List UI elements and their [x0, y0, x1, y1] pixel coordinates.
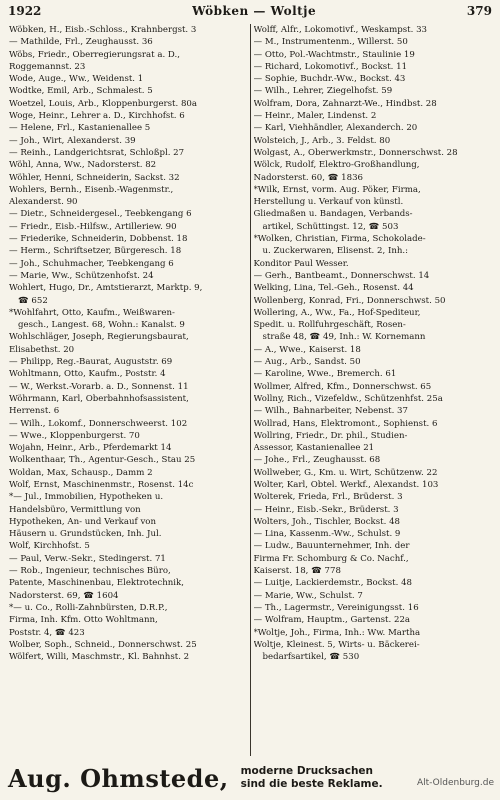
directory-line: Wolgast, A., Oberwerkmstr., Donnerschwst. 28 — [253, 147, 458, 158]
directory-line: Wollrad, Hans, Elektromont., Sophienst. 6 — [253, 418, 438, 429]
directory-line: — Paul, Verw.-Sekr., Stedingerst. 71 — [9, 553, 166, 564]
directory-line: Wöhrmann, Karl, Oberbahnhofsassistent, — [9, 393, 189, 404]
directory-line: *Wilk, Ernst, vorm. Aug. Pöker, Firma, — [253, 184, 421, 195]
directory-line: Wolter, Karl, Obtel. Werkf., Alexandst. 103 — [253, 479, 439, 490]
header-page-number: 379 — [466, 4, 492, 18]
directory-line: Nadorsterst. 69, ☎ 1604 — [9, 590, 119, 601]
watermark: Alt-Oldenburg.de — [416, 778, 494, 788]
directory-line: Häusern u. Grundstücken, Inh. Jul. — [9, 529, 162, 540]
directory-line: Wollring, Friedr., Dr. phil., Studien- — [253, 430, 408, 441]
directory-line: — Th., Lagermstr., Vereinigungsst. 16 — [253, 602, 419, 613]
directory-line: — Joh., Schuhmacher, Teebkengang 6 — [9, 258, 174, 269]
directory-line: — Ludw., Bauunternehmer, Inh. der — [253, 541, 410, 552]
directory-line: Poststr. 4, ☎ 423 — [9, 627, 85, 638]
directory-line: Wollmer, Alfred, Kfm., Donnerschwst. 65 — [253, 381, 432, 392]
directory-line: Roggemannst. 23 — [9, 61, 86, 72]
directory-line: gesch., Langest. 68, Wohn.: Kanalst. 9 — [18, 320, 185, 331]
directory-line: Wolterek, Frieda, Frl., Brüderst. 3 — [253, 492, 403, 503]
directory-line: Wölfert, Willi, Maschmstr., Kl. Bahnhst. 2 — [9, 652, 190, 663]
directory-line: — Aug., Arb., Sandst. 50 — [253, 357, 361, 368]
directory-line: Gliedmaßen u. Bandagen, Verbands- — [253, 209, 413, 220]
directory-line: Wöbs, Friedr., Oberregierungsrat a. D., — [9, 49, 180, 60]
directory-line: — Sophie, Buchdr.-Ww., Bockst. 43 — [253, 74, 406, 85]
directory-line: — Friedr., Eisb.-Hilfsw., Artilleriew. 90 — [9, 221, 177, 232]
directory-line: — Lina, Kassenm.-Ww., Schulst. 9 — [253, 529, 401, 540]
directory-line: ☎ 652 — [18, 295, 48, 306]
directory-line: — Johe., Frl., Zeughausst. 68 — [253, 455, 381, 466]
directory-line: Kaiserst. 18, ☎ 778 — [253, 566, 341, 577]
directory-line: — Wolfram, Hauptm., Gartenst. 22a — [253, 615, 411, 626]
directory-line: — Heinr., Maler, Lindenst. 2 — [253, 111, 377, 122]
directory-line: Wollny, Rich., Vizefeldw., Schützenhfst. 25a — [253, 393, 443, 404]
directory-line: Wode, Auge., Ww., Weidenst. 1 — [9, 74, 144, 85]
directory-line: — Mathilde, Frl., Zeughausst. 36 — [9, 37, 153, 48]
directory-line: Wolber, Soph., Schneid., Donnerschwst. 25 — [9, 639, 197, 650]
directory-line: Alexanderst. 90 — [9, 197, 78, 208]
directory-line: Wohlschläger, Joseph, Regierungsbaurat, — [9, 332, 189, 343]
directory-line: — Heinr., Eisb.-Sekr., Brüderst. 3 — [253, 504, 399, 515]
directory-line: — Dietr., Schneidergesel., Teebkengang 6 — [9, 209, 192, 220]
directory-line: — Wilh., Bahnarbeiter, Nebenst. 37 — [253, 406, 408, 417]
directory-line: Wollenberg, Konrad, Fri., Donnerschwst. 50 — [253, 295, 446, 306]
directory-line: Wollering, A., Ww., Fa., Hof-Spediteur, — [253, 307, 421, 318]
directory-line: — Otto, Pol.-Wachtmstr., Staulinie 19 — [253, 49, 415, 60]
directory-line: Wöhler, Henni, Schneiderin, Sackst. 32 — [9, 172, 180, 183]
right-column — [250, 24, 495, 756]
directory-line: *Wohlfahrt, Otto, Kaufm., Weißwaren- — [9, 307, 175, 318]
directory-line: Patente, Maschinenbau, Elektrotechnik, — [9, 578, 184, 589]
directory-line: — Marie, Ww., Schulst. 7 — [253, 590, 363, 601]
directory-line: *— Jul., Immobilien, Hypotheken u. — [9, 492, 164, 503]
directory-line: Woge, Heinr., Lehrer a. D., Kirchhofst. 6 — [9, 111, 185, 122]
directory-line: — Reinh., Landgerichtsrat, Schloßpl. 27 — [9, 147, 185, 158]
header-year: 1922 — [8, 4, 42, 18]
directory-line: — W., Werkst.-Vorarb. a. D., Sonnenst. 11 — [9, 381, 189, 392]
directory-line: *— u. Co., Rolli-Zahnbürsten, D.R.P., — [9, 602, 168, 613]
directory-line: artikel, Schüttingst. 12, ☎ 503 — [262, 221, 399, 232]
header-title: Wöbken — Woltje — [192, 4, 317, 18]
page-header — [8, 4, 492, 22]
directory-line: — Rob., Ingenieur, technisches Büro, — [9, 566, 171, 577]
directory-line: — Friederike, Schneiderin, Dobbenst. 18 — [9, 234, 188, 245]
directory-line: Elisabethst. 20 — [9, 344, 75, 355]
directory-line: Herrenst. 6 — [9, 406, 60, 417]
directory-line: — Karoline, Wwe., Bremerch. 61 — [253, 369, 397, 380]
directory-line: — Wilh., Lokomf., Donnerschweerst. 102 — [9, 418, 188, 429]
directory-line: — Luitje, Lackierdemstr., Bockst. 48 — [253, 578, 413, 589]
directory-line: bedarfsartikel, ☎ 530 — [262, 652, 360, 663]
directory-line: straße 48, ☎ 49, Inh.: W. Kornemann — [262, 332, 426, 343]
directory-line: Wolters, Joh., Tischler, Bockst. 48 — [253, 516, 401, 527]
directory-line: — Richard, Lokomotivf., Bockst. 11 — [253, 61, 408, 72]
directory-line: — Wilh., Lehrer, Ziegelhofst. 59 — [253, 86, 393, 97]
directory-line: Wollweber, G., Km. u. Wirt, Schützenw. 22 — [253, 467, 438, 478]
directory-line: Nadorsterst. 60, ☎ 1836 — [253, 172, 364, 183]
directory-line: Wöbken, H., Eisb.-Schloss., Krahnbergst. 3 — [9, 25, 197, 35]
directory-line: Wölck, Rudolf, Elektro-Großhandlung, — [253, 160, 420, 171]
directory-line: — Helene, Frl., Kastanienallee 5 — [9, 123, 151, 134]
directory-line: Wolff, Alfr., Lokomotivf., Weskampst. 33 — [253, 25, 428, 35]
directory-line: Firma, Inh. Kfm. Otto Wohltmann, — [9, 615, 158, 626]
directory-line: Wojahn, Heinr., Arb., Pferdemarkt 14 — [9, 443, 172, 454]
directory-line: — Joh., Wirt, Alexanderst. 39 — [9, 135, 136, 146]
directory-line: Hypotheken, An- und Verkauf von — [9, 516, 157, 527]
ad-slogan — [241, 765, 383, 791]
directory-line: — Marie, Ww., Schützenhofst. 24 — [9, 270, 154, 281]
directory-line: Wohlert, Hugo, Dr., Amtstierarzt, Marktp. 9, — [9, 283, 203, 294]
ad-company-name: Aug. Ohmstede, — [8, 763, 229, 793]
directory-line: — Karl, Viehhändler, Alexanderch. 20 — [253, 123, 418, 134]
directory-line: Wolkenthaar, Th., Agentur-Gesch., Stau 25 — [9, 455, 196, 466]
directory-line: *Wolken, Christian, Firma, Schokolade- — [253, 234, 426, 245]
directory-line: u. Zuckerwaren, Elisenst. 2, Inh.: — [262, 246, 409, 257]
directory-line: — Philipp, Reg.-Baurat, Auguststr. 69 — [9, 357, 173, 368]
directory-line: Wolf, Kirchhofst. 5 — [9, 541, 90, 552]
directory-line: — M., Instrumentenm., Willerst. 50 — [253, 37, 408, 48]
ad-slogan-line-2: sind die beste Reklame. — [240, 778, 383, 790]
left-column — [6, 24, 250, 756]
ad-slogan-line-1: moderne Drucksachen — [240, 765, 374, 777]
directory-line: Assessor, Kastanienallee 21 — [253, 443, 375, 454]
directory-line: — Gerh., Bantbeamt., Donnerschwst. 14 — [253, 270, 430, 281]
directory-line: Woltje, Kleinest. 5, Wirts- u. Bäckerei- — [253, 639, 420, 650]
directory-line: *Woltje, Joh., Firma, Inh.: Ww. Martha — [253, 627, 421, 638]
directory-line: Wohltmann, Otto, Kaufm., Poststr. 4 — [9, 369, 166, 380]
directory-line: Handelsbüro, Vermittlung von — [9, 504, 141, 515]
directory-line: — Herm., Schriftsetzer, Bürgeresch. 18 — [9, 246, 182, 257]
directory-line: Wolfram, Dora, Zahnarzt-We., Hindbst. 28 — [253, 98, 437, 109]
directory-line: Firma Fr. Schomburg & Co. Nachf., — [253, 553, 409, 564]
directory-line: Wolf, Ernst, Maschinenmstr., Rosenst. 14c — [9, 479, 194, 490]
directory-line: — A., Wwe., Kaiserst. 18 — [253, 344, 361, 355]
directory-line: Welking, Lina, Tel.-Geh., Rosenst. 44 — [253, 283, 414, 294]
directory-line: Spedit. u. Rollfuhrgeschäft, Rosen- — [253, 320, 406, 331]
directory-columns — [6, 24, 494, 756]
directory-line: Woldan, Max, Schausp., Damm 2 — [9, 467, 153, 478]
directory-line: Konditor Paul Wesser. — [253, 258, 349, 269]
directory-line: — Wwe., Kloppenburgerst. 70 — [9, 430, 140, 441]
directory-line: Woetzel, Louis, Arb., Kloppenburgerst. 80a — [9, 98, 198, 109]
directory-line: Wöhl, Anna, Ww., Nadorsterst. 82 — [9, 160, 157, 171]
directory-line: Wolsteich, J., Arb., 3. Feldst. 80 — [253, 135, 391, 146]
directory-line: Wohlers, Bernh., Eisenb.-Wagenmstr., — [9, 184, 174, 195]
directory-line: Herstellung u. Verkauf von künstl. — [253, 197, 404, 208]
directory-line: Wodtke, Emil, Arb., Schmalest. 5 — [9, 86, 153, 97]
